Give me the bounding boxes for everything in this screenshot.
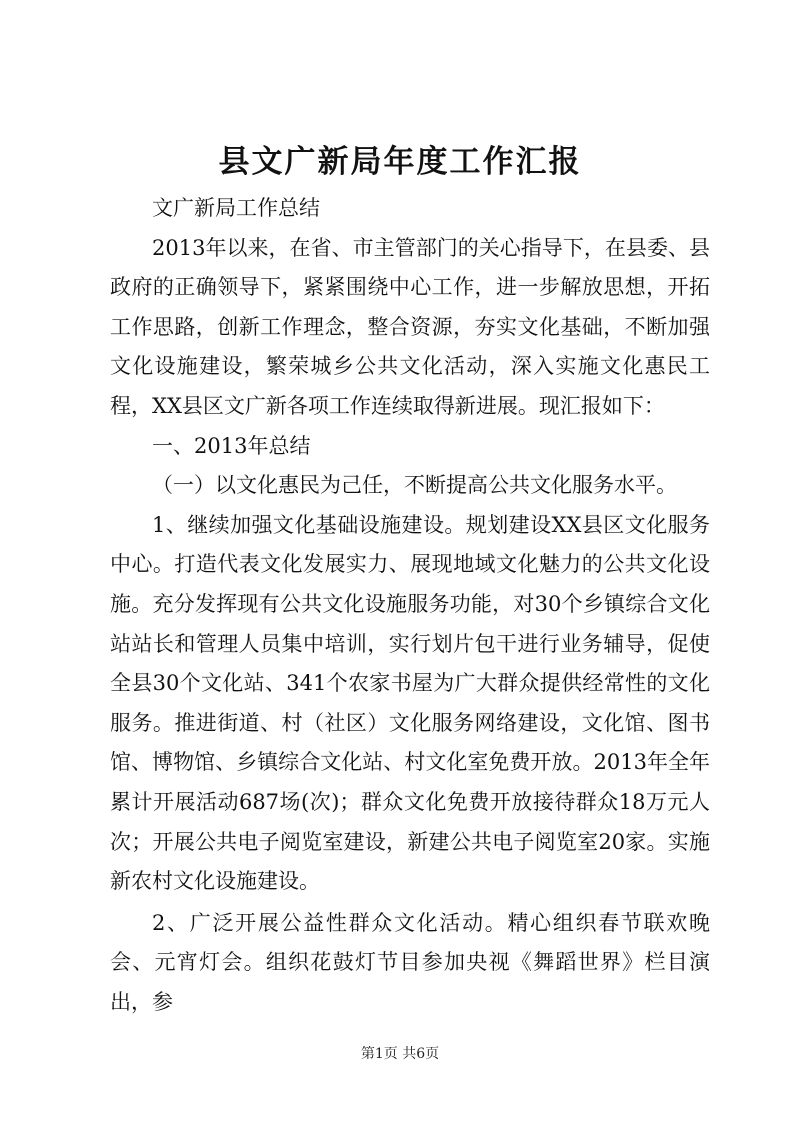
paragraph-intro: 2013年以来，在省、市主管部门的关心指导下，在县委、县政府的正确领导下，紧紧围绕中心工作，进一步解放思想，开拓工作思路，创新工作理念，整合资源，夯实文化基础，不断加强文化设施建设，繁荣城乡公共文化活动，深入实施文化惠民工程，XX县区文广新各项工作连续取得新进展。现汇报如下： bbox=[110, 235, 710, 418]
paragraph-item-2: 2、广泛开展公益性群众文化活动。精心组织春节联欢晚会、元宵灯会。组织花鼓灯节目参加央视《舞蹈世界》栏目演出，参 bbox=[110, 910, 710, 1014]
document-body bbox=[110, 189, 710, 1022]
subsection-heading-1: （一）以文化惠民为己任，不断提高公共文化服务水平。 bbox=[152, 473, 677, 498]
document-title: 县文广新局年度工作汇报 bbox=[218, 144, 582, 180]
paragraph-item-1: 1、继续加强文化基础设施建设。规划建设XX县区文化服务中心。打造代表文化发展实力、展现地域文化魅力的公共文化设施。充分发挥现有公共文化设施服务功能，对30个乡镇综合文化站站长和管理人员集中培训，实行划片包干进行业务辅导，促使全县30个文化站、341个农家书屋为广大群众提供经常性的文化服务。推进街道、村（社区）文化服务网络建设，文化馆、图书馆、博物馆、乡镇综合文化站、村文化室免费开放。2013年全年累计开展活动687场(次)；群众文化免费开放接待群众18万元人次；开展公共电子阅览室建设，新建公共电子阅览室20家。实施新农村文化设施建设。 bbox=[110, 512, 710, 894]
section-heading-summary: 文广新局工作总结 bbox=[152, 196, 320, 220]
section-heading-2013: 一、2013年总结 bbox=[152, 433, 311, 458]
page-footer: 第1页 共6页 bbox=[360, 1046, 440, 1062]
